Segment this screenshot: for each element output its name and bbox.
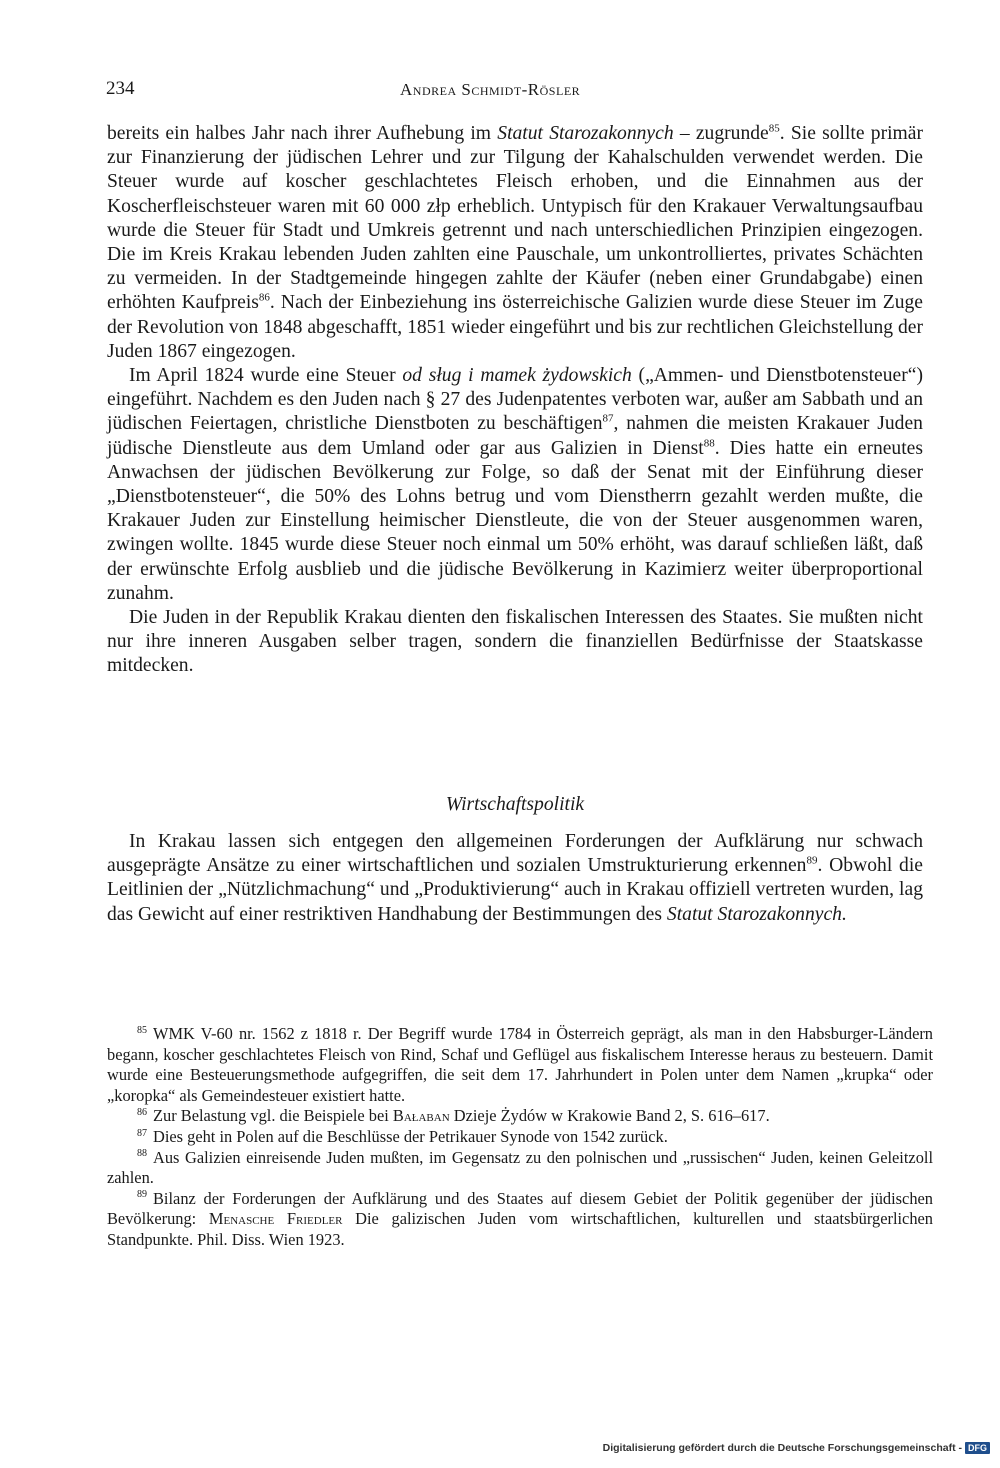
footnote-text: Die galizischen Juden vom wirtschaftlichen, kulturellen und staatsbürgerlichen Standpunkte. Phil. Diss. Wien 1923. [107, 1209, 933, 1249]
paragraph-3: Die Juden in der Republik Krakau dienten den fiskalischen Interessen des Staates. Sie mußten nicht nur ihre inneren Ausgaben selber tragen, sondern die finanziellen Bedürfnisse der Staatskasse mitdecken. [107, 607, 923, 677]
footnote-ref-88[interactable]: 88 [703, 437, 715, 450]
footnote-89 [107, 1189, 933, 1251]
footnote-86 [107, 1106, 933, 1127]
text-segment: („Ammen- und Dienstbotensteuer“) eingeführt. Nachdem es den Juden nach § 27 des Judenpatentes verboten war, außer am Sabbath und an jüdischen Feiertagen, christliche Dienstboten zu beschäftigen [107, 365, 923, 435]
text-segment: . Dies hatte ein erneutes Anwachsen der jüdischen Bevölkerung zur Folge, so daß der Senat mit der Einführung dieser „Dienstbotensteuer“, die 50% des Lohns betrug und vom Dienstherrn gezahlt werden mußte, die Krakauer Juden zur Einstellung heimischer Dienstleute, die von der Steuer ausgenommen waren, zwingen wollte. 1845 wurde diese Steuer noch einmal um 50% erhöht, was darauf schließen läßt, daß der erwünschte Erfolg ausblieb und die jüdische Bevölkerung in Kazimierz weiter überproportional zunahm. [107, 437, 923, 604]
text-segment: – zugrunde [673, 123, 769, 144]
italic-term: Statut Starozakonnych [497, 123, 674, 144]
text-segment: In Krakau lassen sich entgegen den allgemeinen Forderungen der Aufklärung nur schwach ausgeprägte Ansätze zu einer wirtschaftlichen und sozialen Umstrukturierung erkennen [107, 831, 923, 877]
footnote-number: 85 [137, 1024, 147, 1036]
footnote-ref-87[interactable]: 87 [602, 412, 614, 425]
section-text [107, 830, 923, 927]
text-segment: . Nach der Einbeziehung ins österreichische Galizien wurde diese Steuer im Zuge der Revolution von 1848 abgeschafft, 1851 wieder eingeführt und bis zur rechtlichen Gleichstellung der Juden 1867 eingezogen. [107, 292, 923, 362]
footnote-87 [107, 1127, 933, 1148]
page-number: 234 [106, 78, 135, 99]
section-heading: Wirtschaftspolitik [445, 794, 585, 815]
footnote-number: 87 [137, 1127, 147, 1139]
section-paragraph-1 [107, 830, 923, 927]
text-segment: bereits ein halbes Jahr nach ihrer Aufhebung im [107, 123, 498, 144]
footnote-text: WMK V-60 nr. 1562 z 1818 r. Der Begriff wurde 1784 in Österreich geprägt, als man in den Habsburger-Ländern begann, koscher geschlachtetes Fleisch von Rind, Schaf und Geflügel aus fiskalischem Interesse heraus zu besteuern. Damit wurde eine Besteuerungsmethode aufgegriffen, die seit dem 17. Jahrhundert in Polen unter dem Namen „krupka“ oder „koropka“ als Gemeindesteuer existiert hatte. [107, 1024, 933, 1105]
running-head: Andrea Schmidt-Rösler [400, 80, 581, 99]
footnote-number: 89 [137, 1189, 147, 1201]
paragraph-2 [107, 364, 923, 606]
paragraph-1 [107, 122, 923, 364]
text-segment: Im April 1824 wurde eine Steuer [129, 365, 403, 387]
main-text [107, 122, 923, 679]
footnote-88 [107, 1148, 933, 1189]
footnotes [107, 1024, 933, 1251]
italic-term: Statut Starozakonnych. [666, 903, 847, 925]
footnote-text: Dzieje Żydów w Krakowie Band 2, S. 616–617. [449, 1106, 770, 1126]
author-name: Menasche Friedler [208, 1209, 343, 1229]
text-segment: . Obwohl die Leitlinien der „Nützlichmachung“ und „Produktivierung“ auch in Krakau offiziell vertreten wurden, lag das Gewicht auf einer restriktiven Handhabung der Bestimmungen des [107, 855, 923, 925]
footnote-text: Dies geht in Polen auf die Beschlüsse der Petrikauer Synode von 1542 zurück. [153, 1126, 668, 1146]
footnote-text: Bilanz der Forderungen der Aufklärung und des Staates auf diesem Gebiet der Politik gegenüber der jüdischen Bevölkerung: [107, 1188, 933, 1229]
credit-text: Digitalisierung gefördert durch die Deutsche Forschungsgemeinschaft - [602, 1442, 962, 1454]
footnote-ref-89[interactable]: 89 [806, 854, 818, 867]
footnote-text: Zur Belastung vgl. die Beispiele bei [153, 1106, 393, 1126]
footnote-ref-85[interactable]: 85 [768, 122, 780, 135]
author-name: Bałaban [392, 1106, 450, 1126]
footnote-text: Aus Galizien einreisende Juden mußten, im Gegensatz zu den polnischen und „russischen“ Juden, keinen Geleitzoll zahlen. [107, 1147, 933, 1188]
footnote-number: 86 [137, 1106, 147, 1118]
text-segment: , nahmen die meisten Krakauer Juden jüdische Dienstleute aus dem Umland oder gar aus Galizien in Dienst [107, 413, 923, 459]
text-segment: . Sie sollte primär zur Finanzierung der jüdischen Lehrer und zur Tilgung der Kahalschulden verwendet werden. Die Steuer wurde auf koscher geschlachtetes Fleisch erhoben, und die Einnahmen aus der Koscherfleischsteuer waren mit 60 000 złp erheblich. Untypisch für den Krakauer Verwaltungsaufbau wurde die Steuer für Stadt und Umkreis getrennt und nach unterschiedlichen Prinzipien eingezogen. Die im Kreis Krakau lebenden Juden zahlten eine Pauschale, um unkontrolliertes, privates Schächten zu vermeiden. In der Stadtgemeinde hingegen zahlte der Käufer (neben einer Grundabgabe) einen erhöhten Kaufpreis [107, 123, 924, 314]
dfg-logo: DFG [965, 1442, 990, 1454]
footnote-number: 88 [137, 1148, 147, 1160]
footnote-ref-86[interactable]: 86 [258, 291, 270, 304]
italic-term: od sług i mamek żydowskich [402, 365, 632, 387]
footnote-85 [107, 1024, 933, 1106]
digitization-credit [603, 1442, 990, 1454]
